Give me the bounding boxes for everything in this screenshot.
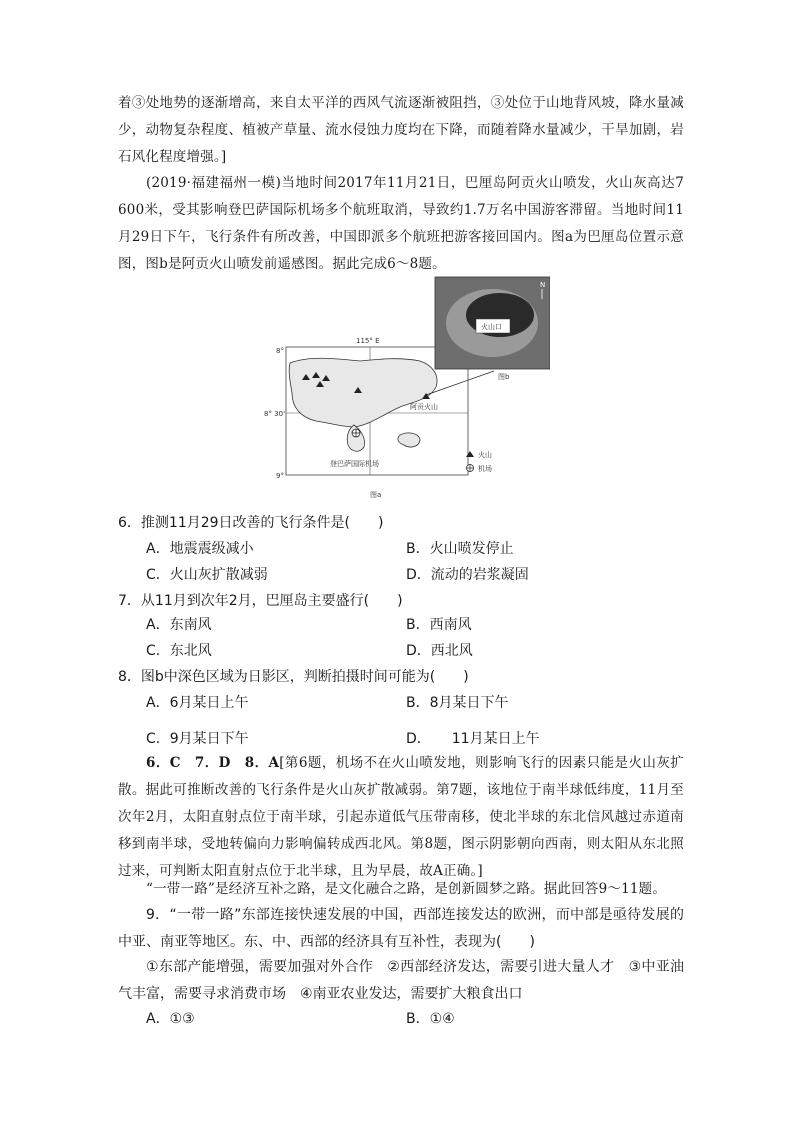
fig-b-caption: 图b xyxy=(498,373,510,381)
q6-option-c: C．火山灰扩散减弱 xyxy=(146,567,268,583)
crater-label: 火山口 xyxy=(481,323,502,331)
map-svg xyxy=(250,275,550,505)
airport-label: 登巴萨国际机场 xyxy=(330,460,379,468)
q6-option-d: D．流动的岩浆凝固 xyxy=(406,567,529,583)
q9-option-b: B．①④ xyxy=(406,1011,455,1027)
passage-top: 着③处地势的逐渐增高，来自太平洋的西风气流逐渐被阻挡，③处位于山地背风坡，降水量减少，动物复杂程度、植被产草量、流水侵蚀力度均在下降，而随着降水量减少，干旱加剧，岩石风化程度增强。] xyxy=(118,95,684,165)
lat-label-8: 8° xyxy=(276,347,284,355)
q8-option-c: C．9月某日下午 xyxy=(146,731,249,747)
q7-stem: 7．从11月到次年2月，巴厘岛主要盛行( ) xyxy=(118,593,403,609)
bali-map-figure xyxy=(250,275,550,505)
north-arrow-label: N xyxy=(540,281,546,289)
answer-6-8 xyxy=(118,750,684,885)
q6-stem: 6．推测11月29日改善的飞行条件是( ) xyxy=(118,515,384,531)
q7-option-b: B．西南风 xyxy=(406,617,472,633)
q6-option-a: A．地震震级减小 xyxy=(146,541,254,557)
q9-option-a: A．①③ xyxy=(146,1011,195,1027)
q7-option-c: C．东北风 xyxy=(146,643,212,659)
agung-label: 阿贡火山 xyxy=(410,403,438,411)
lon-label: 115° E xyxy=(356,337,380,345)
q7-option-d: D．西北风 xyxy=(406,643,473,659)
q6-option-b: B．火山喷发停止 xyxy=(406,541,514,557)
q7-option-a: A．东南风 xyxy=(146,617,212,633)
intro-6-8: (2019·福建福州一模)当地时间2017年11月21日，巴厘岛阿贡火山喷发，火山灰高达7 600米，受其影响登巴萨国际机场多个航班取消，导致约1.7万名中国游客滞留。当地时间11月29日下午，飞行条件有所改善，中国即派多个航班把游客接回国内。图a为巴厘岛位置示意图，图b是阿贡火山喷发前遥感图。据此完成6～8题。 xyxy=(118,175,684,272)
legend-airport-label: 机场 xyxy=(478,465,492,473)
answer-6-8-explanation: [第6题，机场不在火山喷发地，则影响飞行的因素只能是火山灰扩散。据此可推断改善的飞行条件是火山灰扩散减弱。第7题，该地位于南半球低纬度，11月至次年2月，太阳直射点位于南半球，引起赤道低气压带南移，使北半球的东北信风越过赤道南移到南半球，受地转偏向力影响偏转成西北风。第8题，图示阴影朝向西南，则太阳从东北照过来，可判断太阳直射点位于北半球，且为早晨，故A正确。] xyxy=(118,755,684,879)
legend-volcano-label: 火山 xyxy=(478,451,492,459)
q8-stem: 8．图b中深色区域为日影区，判断拍摄时间可能为( ) xyxy=(118,669,469,685)
fig-a-caption: 图a xyxy=(370,491,382,499)
intro-9-11: “一带一路”是经济互补之路，是文化融合之路，是创新圆梦之路。据此回答9～11题。 xyxy=(146,881,667,897)
q8-option-d: D． 11月某日上午 xyxy=(406,731,540,747)
q8-option-a: A．6月某日上午 xyxy=(146,695,249,711)
q8-option-b: B．8月某日下午 xyxy=(406,695,509,711)
lat-label-830: 8° 30' xyxy=(264,410,286,418)
lat-label-9: 9° xyxy=(276,472,284,480)
q9-stem: 9．“一带一路”东部连接快速发展的中国，西部连接发达的欧洲，而中部是亟待发展的中亚、南亚等地区。东、中、西部的经济具有互补性，表现为( ) xyxy=(118,907,684,950)
q9-items: ①东部产能增强，需要加强对外合作 ②西部经济发达，需要引进大量人才 ③中亚油气丰富，需要寻求消费市场 ④南亚农业发达，需要扩大粮食出口 xyxy=(118,959,684,1002)
answer-6-8-key: 6．C 7．D 8．A xyxy=(146,755,280,771)
